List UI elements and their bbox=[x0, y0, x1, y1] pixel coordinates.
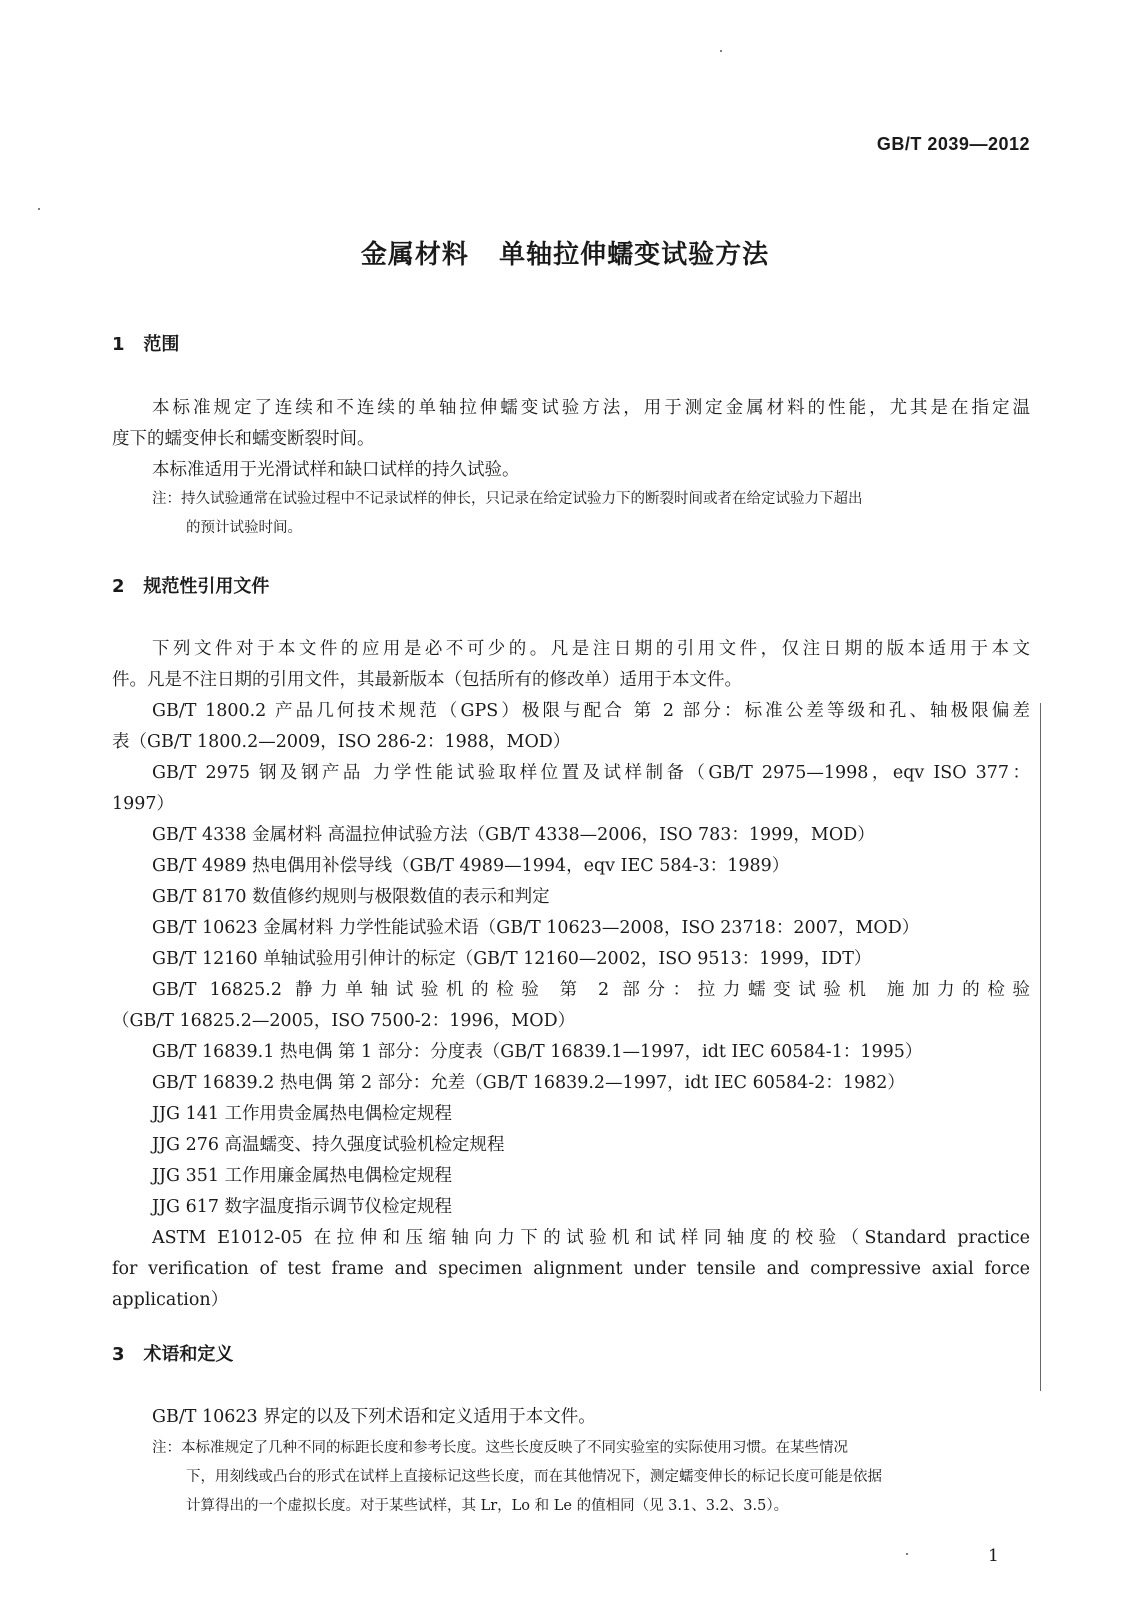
section-2-heading: 2 规范性引用文件 bbox=[112, 576, 270, 597]
ref-8-line-2: （GB/T 16825.2—2005，ISO 7500-2：1996，MOD） bbox=[112, 1011, 576, 1031]
page-number: 1 bbox=[988, 1546, 999, 1566]
ref-6: GB/T 10623 金属材料 力学性能试验术语（GB/T 10623—2008，ISO 23718：2007，MOD） bbox=[152, 918, 920, 938]
section-3-heading: 3 术语和定义 bbox=[112, 1344, 234, 1365]
scan-speck bbox=[906, 1553, 908, 1555]
standard-number: GB/T 2039—2012 bbox=[876, 134, 1030, 154]
ref-9: GB/T 16839.1 热电偶 第 1 部分：分度表（GB/T 16839.1—1997，idt IEC 60584-1：1995） bbox=[152, 1042, 923, 1062]
ref-7: GB/T 12160 单轴试验用引伸计的标定（GB/T 12160—2002，ISO 9513：1999，IDT） bbox=[152, 949, 872, 969]
ref-5: GB/T 8170 数值修约规则与极限数值的表示和判定 bbox=[152, 887, 550, 907]
s2-paragraph-line-2: 件。凡是不注日期的引用文件，其最新版本（包括所有的修改单）适用于本文件。 bbox=[112, 670, 742, 690]
ref-15-line-2: for verification of test frame and specimen alignment under tensile and compressive axial force bbox=[112, 1259, 1030, 1279]
ref-10: GB/T 16839.2 热电偶 第 2 部分：允差（GB/T 16839.2—1997，idt IEC 60584-2：1982） bbox=[152, 1073, 905, 1093]
ref-3: GB/T 4338 金属材料 高温拉伸试验方法（GB/T 4338—2006，ISO 783：1999，MOD） bbox=[152, 825, 875, 845]
s1-note-line-2: 的预计试验时间。 bbox=[186, 520, 302, 536]
ref-15-line-1: ASTM E1012-05 在拉伸和压缩轴向力下的试验机和试样同轴度的校验（Standard practice bbox=[152, 1228, 1030, 1248]
ref-1-line-2: 表（GB/T 1800.2—2009，ISO 286-2：1988，MOD） bbox=[112, 732, 571, 752]
scan-margin-line bbox=[1040, 703, 1041, 1391]
ref-8-line-1: GB/T 16825.2 静力单轴试验机的检验 第 2 部分：拉力蠕变试验机 施加力的检验 bbox=[152, 980, 1030, 1000]
s3-paragraph: GB/T 10623 界定的以及下列术语和定义适用于本文件。 bbox=[152, 1407, 596, 1427]
s3-note-line-1: 注：本标准规定了几种不同的标距长度和参考长度。这些长度反映了不同实验室的实际使用习惯。在某些情况 bbox=[152, 1440, 848, 1456]
ref-1-line-1: GB/T 1800.2 产品几何技术规范（GPS）极限与配合 第 2 部分：标准公差等级和孔、轴极限偏差 bbox=[152, 701, 1030, 721]
ref-14: JJG 617 数字温度指示调节仪检定规程 bbox=[152, 1197, 453, 1217]
s3-note-line-2: 下，用刻线或凸台的形式在试样上直接标记这些长度，而在其他情况下，测定蠕变伸长的标记长度可能是依据 bbox=[186, 1469, 882, 1485]
s3-note-line-3: 计算得出的一个虚拟长度。对于某些试样，其 Lr，Lo 和 Le 的值相同（见 3.1、3.2、3.5）。 bbox=[186, 1498, 789, 1514]
document-title: 金属材料 单轴拉伸蠕变试验方法 bbox=[360, 240, 770, 270]
s1-note-line-1: 注：持久试验通常在试验过程中不记录试样的伸长，只记录在给定试验力下的断裂时间或者在给定试验力下超出 bbox=[152, 491, 863, 507]
s1-paragraph-2: 本标准适用于光滑试样和缺口试样的持久试验。 bbox=[152, 460, 520, 480]
scan-speck bbox=[720, 50, 722, 52]
ref-15-line-3: application） bbox=[112, 1290, 229, 1310]
s2-paragraph-line-1: 下列文件对于本文件的应用是必不可少的。凡是注日期的引用文件，仅注日期的版本适用于本文 bbox=[152, 639, 1030, 659]
ref-2-line-1: GB/T 2975 钢及钢产品 力学性能试验取样位置及试样制备（GB/T 2975—1998，eqv ISO 377： bbox=[152, 763, 1030, 783]
ref-4: GB/T 4989 热电偶用补偿导线（GB/T 4989—1994，eqv IEC 584-3：1989） bbox=[152, 856, 790, 876]
ref-12: JJG 276 高温蠕变、持久强度试验机检定规程 bbox=[152, 1135, 505, 1155]
scan-speck bbox=[38, 208, 40, 210]
section-1-heading: 1 范围 bbox=[112, 334, 180, 355]
ref-2-line-2: 1997） bbox=[112, 794, 175, 814]
s1-paragraph-line-2: 度下的蠕变伸长和蠕变断裂时间。 bbox=[112, 429, 375, 449]
s1-paragraph-line-1: 本标准规定了连续和不连续的单轴拉伸蠕变试验方法，用于测定金属材料的性能，尤其是在指定温 bbox=[152, 398, 1030, 418]
ref-11: JJG 141 工作用贵金属热电偶检定规程 bbox=[152, 1104, 453, 1124]
ref-13: JJG 351 工作用廉金属热电偶检定规程 bbox=[152, 1166, 453, 1186]
